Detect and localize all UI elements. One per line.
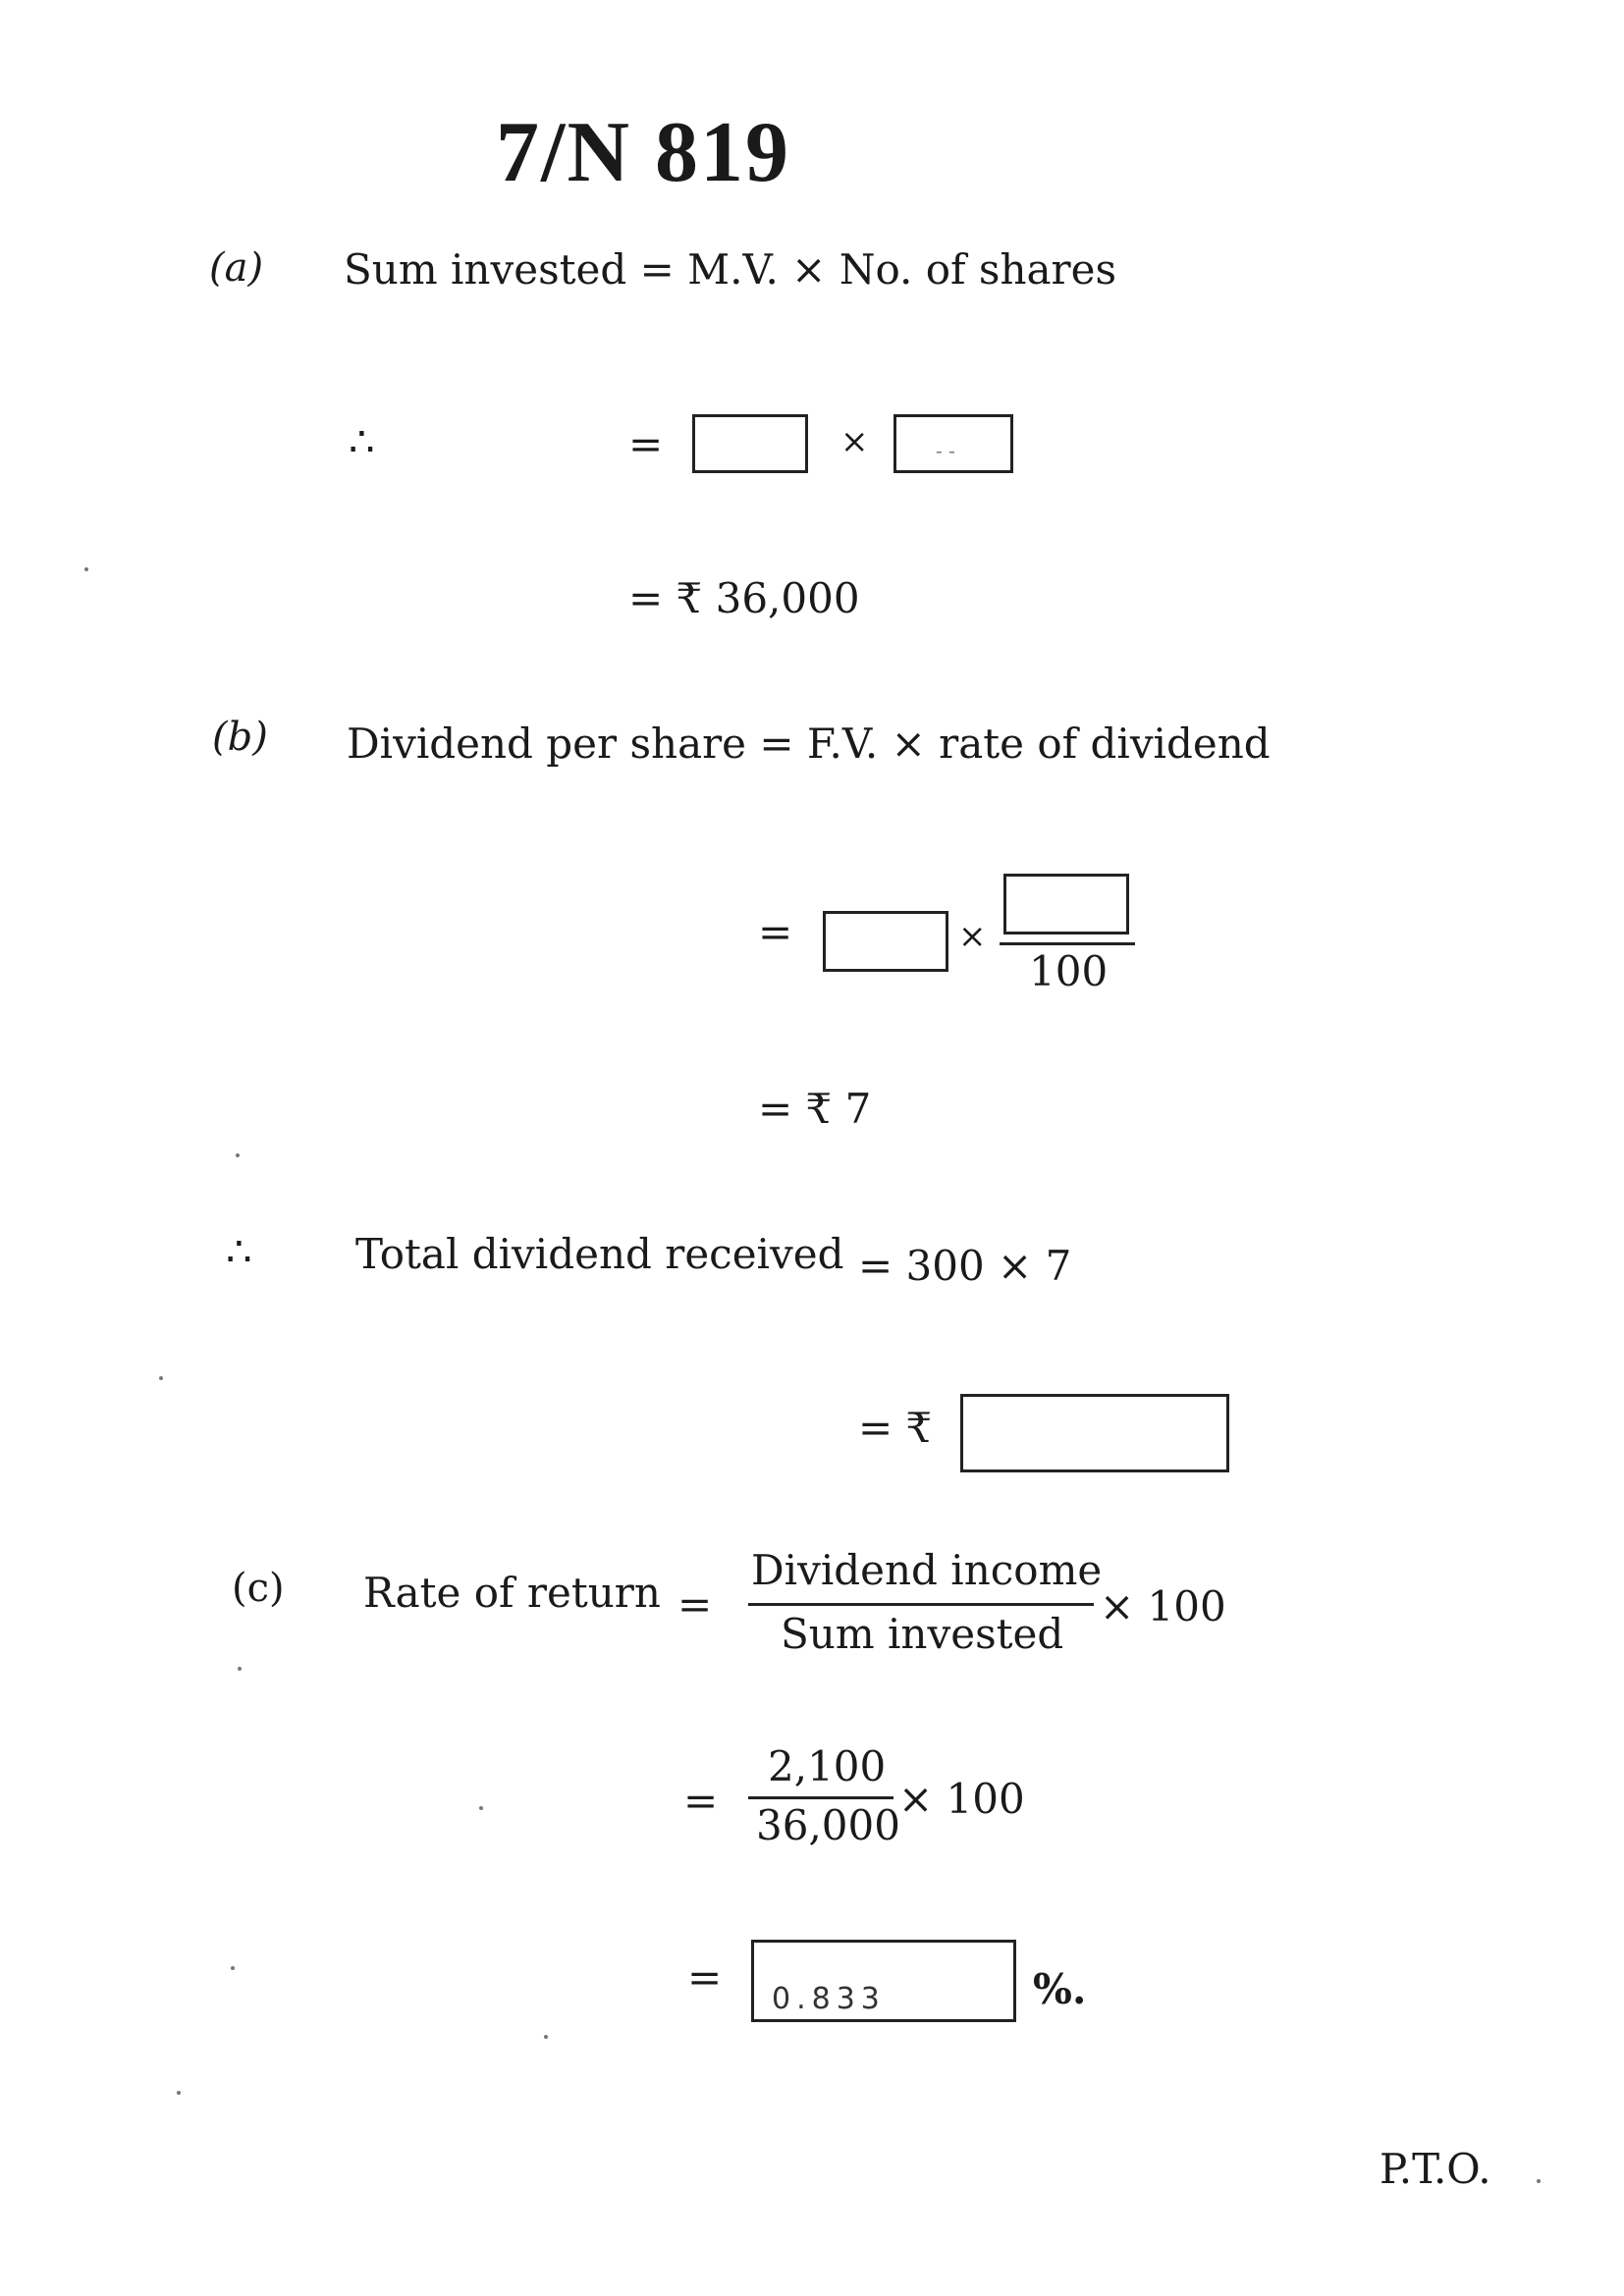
equals-sign: = (677, 1580, 713, 1629)
part-b-result: = ₹ 7 (758, 1085, 872, 1133)
step-numerator: 2,100 (768, 1742, 887, 1790)
times-hundred: × 100 (1100, 1582, 1226, 1630)
blank-market-value-box[interactable] (692, 414, 808, 473)
scan-speck (238, 1667, 242, 1671)
part-c-label: (c) (232, 1566, 285, 1611)
scan-speck (236, 1153, 240, 1157)
paper-code: 7/N 819 (496, 105, 790, 200)
percent-sign: %. (1033, 1965, 1087, 2013)
handwritten-answer: 0.833 (772, 1982, 886, 2016)
scan-speck (177, 2091, 181, 2095)
fraction-numerator: Dividend income (751, 1546, 1103, 1594)
scan-speck (231, 1966, 235, 1970)
fraction-bar (1000, 942, 1135, 945)
blank-shares-box[interactable] (893, 414, 1013, 473)
part-a-formula: Sum invested = M.V. × No. of shares (344, 245, 1117, 294)
part-b-formula: Dividend per share = F.V. × rate of dividend (347, 720, 1271, 768)
scan-speck (1537, 2179, 1541, 2183)
part-a-label: (a) (209, 245, 264, 291)
step-denominator: 36,000 (756, 1801, 900, 1849)
fraction-bar (748, 1796, 893, 1799)
fraction-denominator: Sum invested (781, 1610, 1064, 1658)
rate-of-return-answer-box[interactable] (751, 1940, 1016, 2022)
part-b-label: (b) (212, 715, 268, 760)
total-dividend-calc: = 300 × 7 (858, 1242, 1072, 1290)
therefore-symbol: ∴ (226, 1227, 252, 1275)
blank-box-marks: - - (936, 439, 955, 462)
part-a-result: = ₹ 36,000 (628, 574, 860, 622)
fraction-bar (748, 1603, 1094, 1606)
equals-sign: = (628, 420, 664, 468)
times-hundred: × 100 (898, 1775, 1025, 1823)
therefore-symbol: ∴ (349, 417, 375, 465)
fraction-denominator: 100 (1029, 947, 1109, 995)
blank-total-dividend-box[interactable] (960, 1394, 1229, 1472)
equals-sign: = (683, 1777, 719, 1825)
rate-of-return-text: Rate of return (363, 1569, 661, 1617)
equals-sign: = (687, 1953, 723, 2002)
pto-text: P.T.O. (1380, 2145, 1491, 2193)
scan-speck (159, 1376, 163, 1380)
scan-speck (544, 2035, 548, 2039)
scan-speck (479, 1806, 483, 1810)
times-sign: × (958, 917, 987, 956)
scan-speck (84, 567, 88, 571)
total-dividend-equals: = ₹ (858, 1404, 933, 1452)
total-dividend-text: Total dividend received (355, 1230, 844, 1278)
blank-dividend-rate-box[interactable] (1003, 874, 1129, 934)
times-sign: × (840, 422, 869, 461)
equals-sign: = (758, 908, 793, 956)
blank-face-value-box[interactable] (823, 911, 948, 972)
